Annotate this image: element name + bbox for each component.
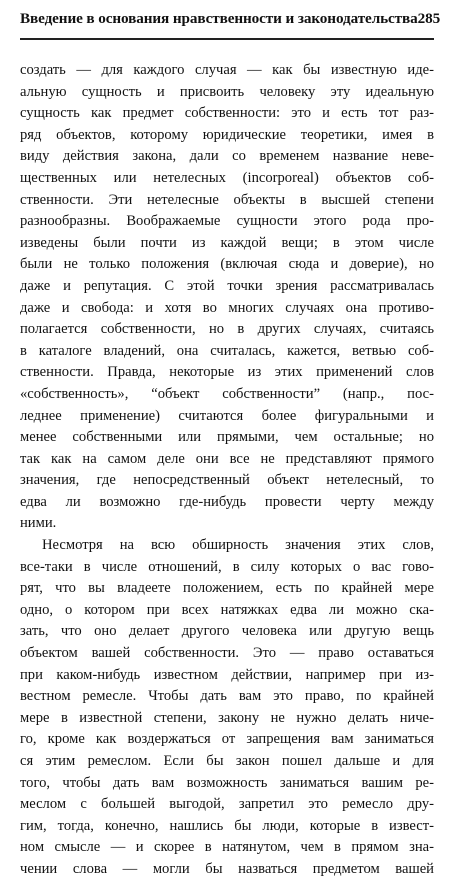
text-line: рят, что вы владеете положением, есть по крайней мере xyxy=(20,580,434,597)
text-line: гим, тогда, конечно, нашлись бы люди, которые в извест- xyxy=(20,817,434,834)
running-head xyxy=(20,10,441,28)
text-line: менее собственными или прямыми, чем остальные; но xyxy=(20,429,434,446)
text-line: изведены были почти из каждой вещи; в этом числе xyxy=(20,234,434,251)
text-line: значения, где непосредственный объект нетелесный, то xyxy=(20,472,434,489)
page-number: 285 xyxy=(417,10,441,27)
paragraph-1 xyxy=(20,60,434,535)
text-line: ственности. Эти нетелесные объекты в высшей степени xyxy=(20,191,434,208)
text-line: «собственность», “объект собственности” (напр., пос- xyxy=(20,385,434,402)
text-line: полагается собственности, но в других случаях, считаясь xyxy=(20,321,434,338)
text-line: альную сущность и присвоить человеку эту идеальную xyxy=(20,83,434,100)
text-line: зать, что оно делает другого человека или другую вещь xyxy=(20,623,434,640)
text-line: ственности. Правда, некоторые из этих применений слов xyxy=(20,364,434,381)
text-line: щественных или нетелесных (incorporeal) объектов соб- xyxy=(20,169,434,186)
text-line: одно, о котором при всех натяжках едва ли можно ска- xyxy=(20,601,434,618)
text-line: все-таки в числе отношений, в силу которых о вас гово- xyxy=(20,558,434,575)
paragraph-2 xyxy=(20,535,434,881)
header-rule xyxy=(20,38,434,40)
text-line: даже и репутация. С этой точки зрения рассматривалась xyxy=(20,277,434,294)
text-line: создать — для каждого случая — как бы известную иде- xyxy=(20,62,434,78)
text-line: объектом вашей собственности. Это — право оставаться xyxy=(20,645,434,662)
text-line: ся этим ремеслом. Если бы закон пошел дальше и для xyxy=(20,753,434,769)
text-line: мере в известной степени, закону не нужно делать ниче- xyxy=(20,709,434,726)
text-line: так как на самом деле они все не представляют прямого xyxy=(20,450,434,467)
text-line: в каталоге владений, она считалась, кажется, ветвью соб- xyxy=(20,342,434,359)
text-line: разнообразны. Воображаемые сущности этого рода про- xyxy=(20,213,434,230)
text-line: меслом с большей выгодой, запретил это ремесло дру- xyxy=(20,796,434,813)
text-line: при каком-нибудь известном действии, например при из- xyxy=(20,666,434,683)
text-line: были не только положения (включая сюда и доверие), но xyxy=(20,256,434,273)
text-line: виду действия закона, дали со временем название неве- xyxy=(20,148,434,165)
text-line: леднее применение) считаются более фигуральными и xyxy=(20,407,434,424)
text-line: чении слова — могли бы назваться предметом вашей xyxy=(20,860,434,877)
text-line: даже и свобода: и хотя во многих случаях она противо- xyxy=(20,299,434,316)
text-line: ном смысле — и скорее в натянутом, чем в прямом зна- xyxy=(20,839,434,856)
text-line: Несмотря на всю обширность значения этих слов, xyxy=(42,537,434,554)
text-line: того, чтобы дать вам возможность заниматься вашим ре- xyxy=(20,774,434,791)
text-line: вестном ремесле. Чтобы дать вам это право, по крайней xyxy=(20,688,434,705)
text-line: сущность как предмет собственности: это и есть тот раз- xyxy=(20,105,434,122)
text-line: ними. xyxy=(20,515,57,532)
text-line: едва ли возможно где-нибудь провести черту между xyxy=(20,493,434,510)
running-head-title: Введение в основания нравственности и законодательства xyxy=(20,10,418,27)
body-text xyxy=(20,60,434,881)
text-line: го, кроме как воздержаться от запрещения вам заниматься xyxy=(20,731,434,748)
text-line: ряд объектов, которому юридические теоретики, имея в xyxy=(20,126,434,143)
